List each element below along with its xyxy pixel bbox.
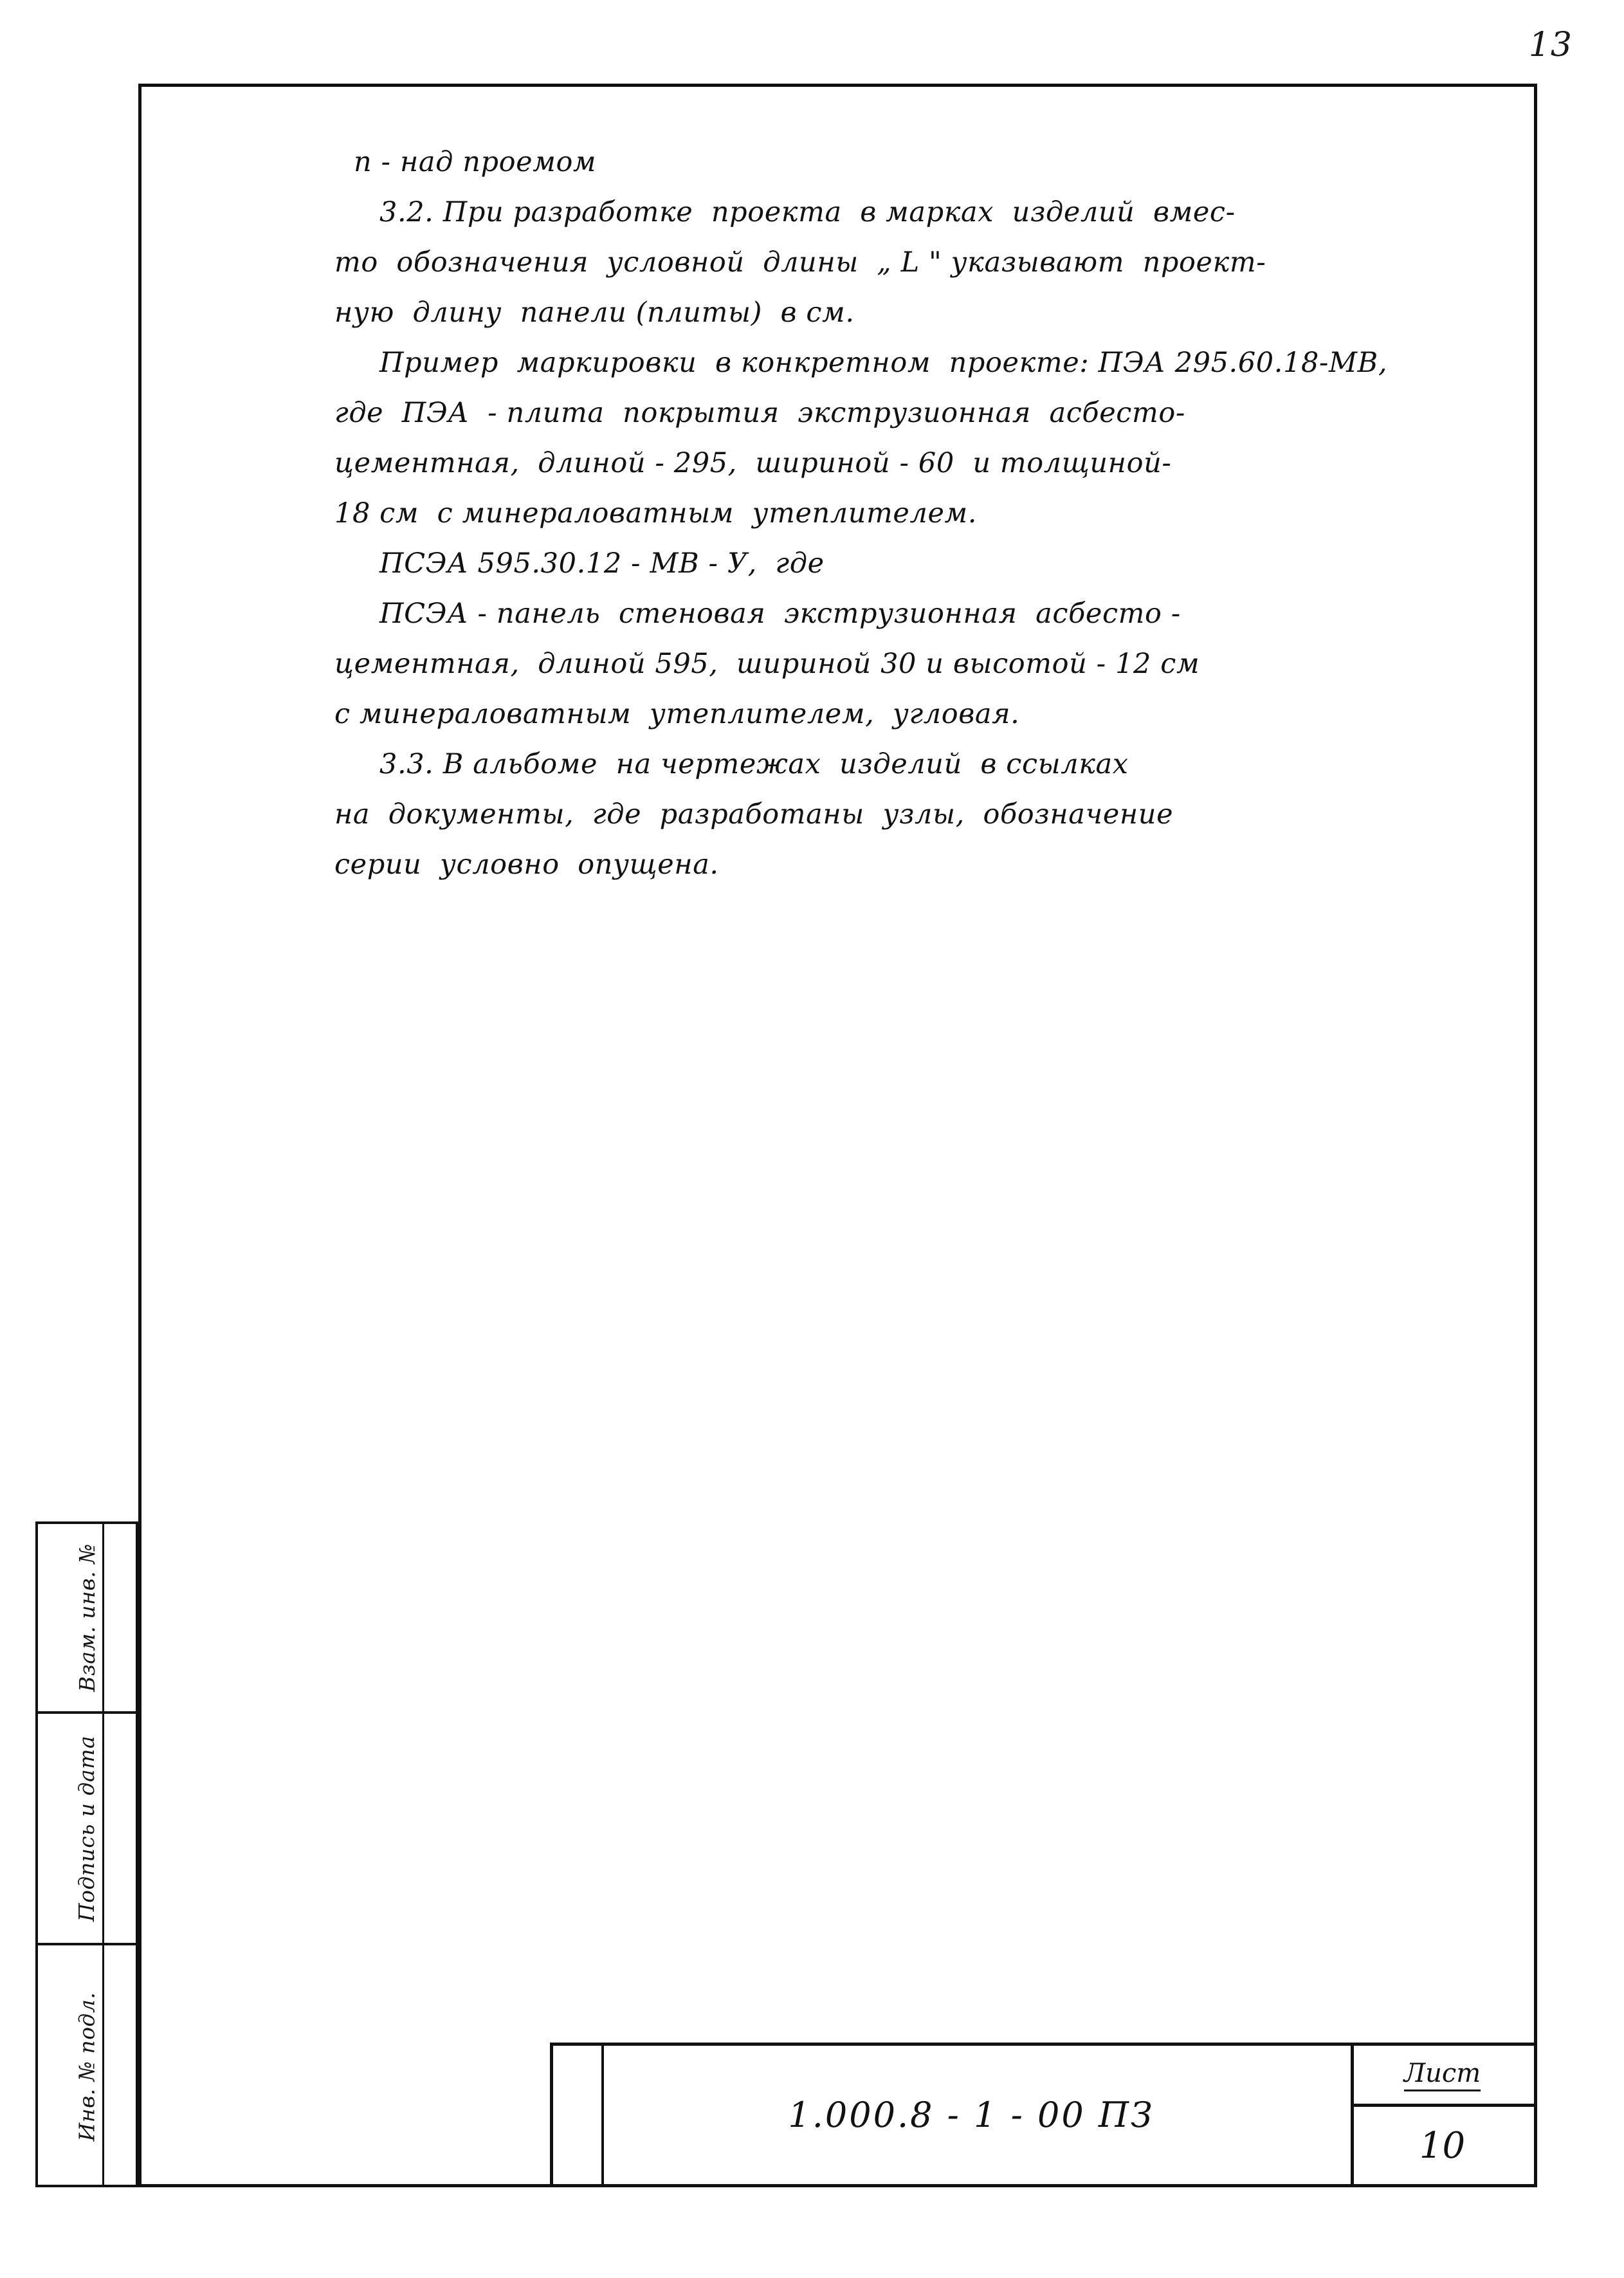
title-block-sheet-cell xyxy=(1351,2046,1534,2184)
strip-cell-inv-podl xyxy=(38,1945,136,2187)
title-block-sheet-value: 10 xyxy=(1419,2124,1466,2167)
title-block-sheet-label: Лист xyxy=(1404,2059,1481,2091)
title-block xyxy=(550,2043,1537,2187)
title-block-code: 1.000.8 - 1 - 00 ПЗ xyxy=(788,2095,1154,2135)
title-block-sheet-value-wrap xyxy=(1351,2107,1534,2184)
title-block-sheet-label-wrap xyxy=(1351,2046,1534,2107)
text-line: то обозначения условной длины „ L " указывают проект- xyxy=(334,246,1266,279)
text-line: с минераловатным утеплителем, угловая. xyxy=(334,698,1020,730)
strip-label-inv-podl: Инв. № подл. xyxy=(74,1992,100,2141)
text-line: Пример маркировки в конкретном проекте: ПЭА 295.60.18-МВ, xyxy=(379,347,1388,379)
strip-label-podpis-data: Подпись и дата xyxy=(74,1735,100,1922)
title-block-code-divider xyxy=(601,2046,604,2184)
text-line: 3.3. В альбоме на чертежах изделий в ссылках xyxy=(379,748,1129,780)
title-block-code-cell xyxy=(553,2046,1354,2184)
left-margin-stamp-strip xyxy=(35,1521,138,2187)
strip-cell-podpis-data xyxy=(38,1714,136,1945)
strip-label-vzam-inv: Взам. инв. № xyxy=(74,1543,100,1692)
text-line: ПСЭА - панель стеновая экструзионная асбесто - xyxy=(379,598,1181,630)
text-line: цементная, длиной 595, шириной 30 и высотой - 12 см xyxy=(334,648,1200,680)
text-line: ПСЭА 595.30.12 - МВ - У, где xyxy=(379,547,825,580)
strip-cell-vzam-inv xyxy=(38,1524,136,1714)
text-line: ную длину панели (плиты) в см. xyxy=(334,297,855,329)
text-line: где ПЭА - плита покрытия экструзионная асбесто- xyxy=(334,397,1185,429)
text-line: цементная, длиной - 295, шириной - 60 и толщиной- xyxy=(334,447,1172,479)
text-line: п - над проемом xyxy=(354,146,597,178)
text-line: серии условно опущена. xyxy=(334,849,719,881)
text-line: на документы, где разработаны узлы, обозначение xyxy=(334,798,1174,831)
text-line: 18 см с минераловатным утеплителем. xyxy=(334,497,978,529)
body-text xyxy=(334,138,1486,891)
text-line: 3.2. При разработке проекта в марках изделий вмес- xyxy=(379,196,1236,228)
page-number-top-right: 13 xyxy=(1528,26,1573,64)
